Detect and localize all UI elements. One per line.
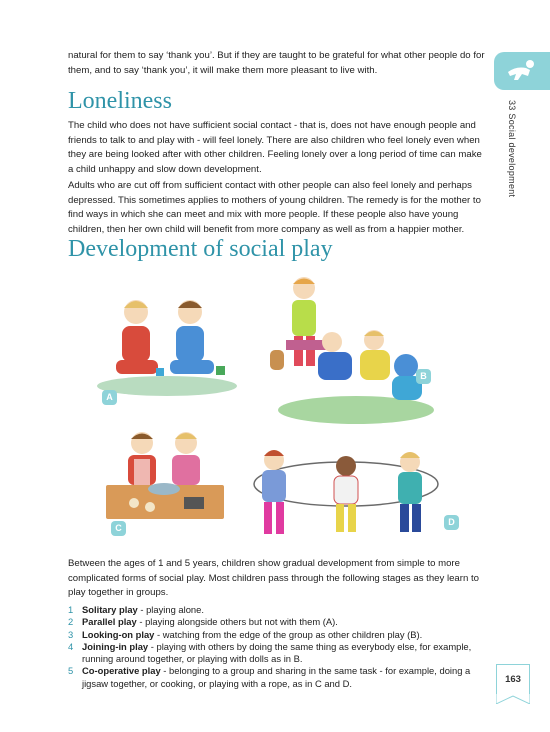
intro-paragraph: natural for them to say ‘thank you’. But if they are taught to be grateful for what other people do for them, and to say ‘thank you’, it will make them more pleasant to live with. [68, 50, 485, 76]
crawling-baby-icon [494, 52, 550, 90]
loneliness-paragraph-2: Adults who are cut off from sufficient contact with other people can also feel lonely and perhaps depressed. This sometimes applies to mothers of young children. The remedy is for the mother to find ways in which she can meet and mix with more people. If these people also have young children, then her own child will benefit from more company as well as from a happier mother. [68, 180, 481, 235]
chapter-tab [494, 52, 550, 90]
list-item: 2 Parallel play - playing alongside others but not with them (A). [68, 616, 338, 628]
illustration-label-a: A [102, 390, 117, 405]
page-number-tab-tail [496, 694, 530, 704]
illustration-label-c: C [111, 521, 126, 536]
play-stages-list [68, 604, 486, 690]
list-item: 5 Co-operative play - belonging to a group and sharing in the same task - for example, doing a jigsaw together, or cooking, or playing with a rope, as in C and D. [68, 665, 471, 689]
illustration-cooking-together [100, 425, 230, 530]
illustration-parallel-play [92, 282, 242, 402]
social-play-paragraph: Between the ages of 1 and 5 years, children show gradual development from simple to more complicated forms of social play. Most children pass through the following stages as they learn to play together in groups. [68, 558, 479, 598]
loneliness-heading: Loneliness [68, 88, 172, 114]
list-item: 3 Looking-on play - watching from the edge of the group as other children play (B). [68, 628, 423, 640]
list-item: 4 Joining-in play - playing with others by doing the same thing as everybody else, for example, running around together, or playing with dolls as in B. [68, 640, 472, 665]
illustration-label-b: B [416, 369, 431, 384]
list-item: 1 Solitary play - playing alone. [68, 604, 204, 615]
chapter-title: 33 Social development [507, 100, 517, 198]
social-play-heading: Development of social play [68, 236, 333, 262]
illustration-rope-play [246, 440, 446, 550]
page-number: 163 [496, 664, 530, 695]
loneliness-paragraph-1: The child who does not have sufficient social contact - that is, does not have enough people and friends to talk to and play with - will feel lonely. There are also children who feel lonely even when they are being looked after with other children. Feeling lonely over a long period of time can make a child unhappy and slow down development. [68, 120, 482, 175]
illustration-label-d: D [444, 515, 459, 530]
illustration-looking-on-play [256, 270, 436, 430]
